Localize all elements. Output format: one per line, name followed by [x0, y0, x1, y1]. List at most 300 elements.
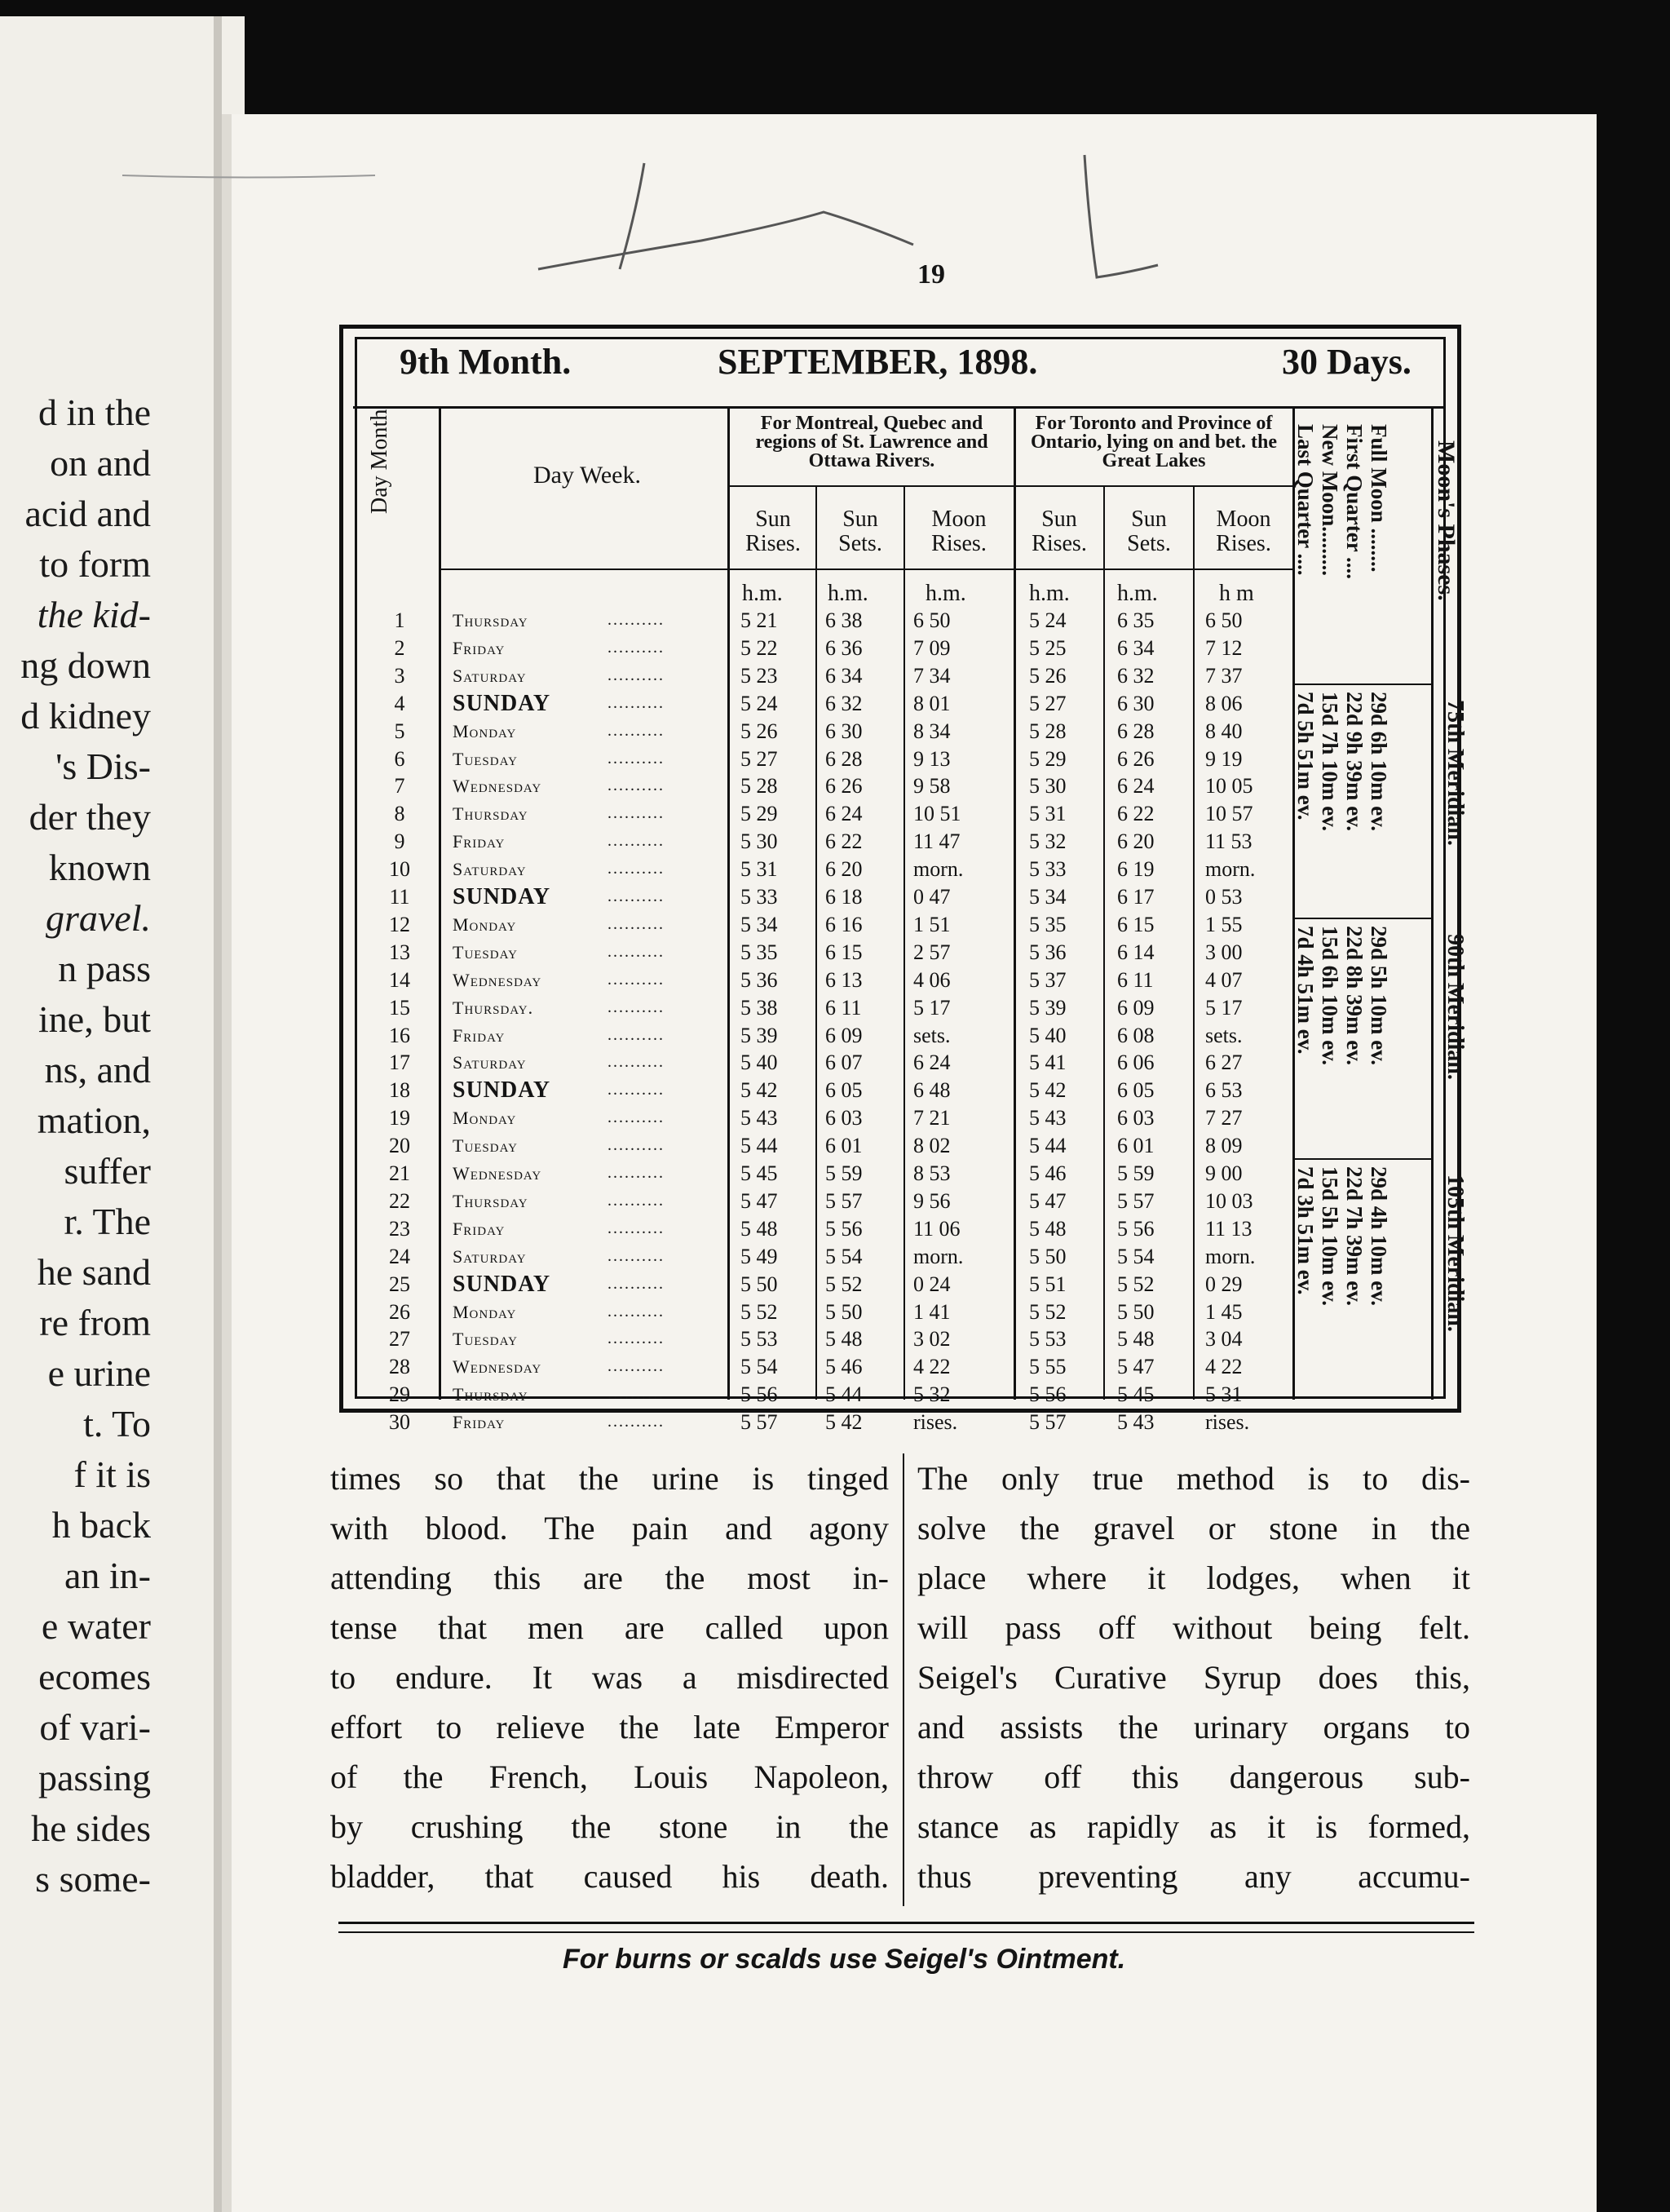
time-ss2: 5 43: [1117, 1410, 1155, 1435]
time-mr2: 8 40: [1205, 719, 1243, 743]
time-sr1: 5 29: [740, 802, 778, 826]
unit-mr1: h.m.: [926, 581, 966, 606]
time-mr2: 7 12: [1205, 635, 1243, 660]
time-sr1: 5 24: [740, 691, 778, 715]
day-of-week: SUNDAY: [453, 1077, 551, 1104]
time-ss2: 5 56: [1117, 1216, 1155, 1241]
time-ss1: 6 38: [825, 608, 863, 632]
time-ss2: 6 06: [1117, 1051, 1155, 1075]
time-ss1: 6 15: [825, 940, 863, 964]
leader-dots: ..........: [607, 721, 665, 740]
day-of-week: Tuesday: [453, 1329, 518, 1350]
region1-head: For Montreal, Quebec and regions of St. Lawrence and Ottawa Rivers.: [755, 413, 988, 471]
body-text-line: solve the gravel or stone in the: [917, 1510, 1470, 1546]
time-mr2: 5 31: [1205, 1382, 1243, 1407]
body-text-line: bladder, that caused his death.: [330, 1858, 889, 1895]
rule-region-heads: [729, 485, 1292, 487]
left-text-line: n pass: [58, 948, 151, 989]
time-ss2: 5 48: [1117, 1327, 1155, 1352]
day-of-week: Friday: [453, 637, 506, 658]
day-of-month: 5: [394, 719, 405, 743]
time-mr2: sets.: [1205, 1023, 1243, 1047]
time-mr2: 6 53: [1205, 1078, 1243, 1103]
rule-meridian-1: [1295, 684, 1431, 685]
left-text-line: e urine: [47, 1352, 151, 1394]
time-ss1: 6 32: [825, 691, 863, 715]
day-of-week: Friday: [453, 1218, 506, 1239]
time-mr2: 6 27: [1205, 1051, 1243, 1075]
time-sr1: 5 45: [740, 1161, 778, 1185]
time-ss2: 6 05: [1117, 1078, 1155, 1103]
day-of-week: Friday: [453, 831, 506, 852]
time-ss2: 6 15: [1117, 912, 1155, 936]
body-text-line: and assists the urinary organs to: [917, 1709, 1470, 1745]
time-ss2: 6 17: [1117, 885, 1155, 909]
leader-dots: ..........: [607, 887, 665, 905]
left-text-line: ecomes: [38, 1656, 151, 1697]
time-ss1: 6 16: [825, 912, 863, 936]
day-of-week: SUNDAY: [453, 884, 551, 909]
rule-col-heads: [441, 568, 1292, 570]
phase-time: 29d 5h 10m ev.: [1367, 926, 1391, 1066]
time-ss2: 6 09: [1117, 995, 1155, 1020]
time-sr2: 5 48: [1029, 1216, 1067, 1241]
day-of-week: Tuesday: [453, 941, 518, 962]
time-ss1: 6 20: [825, 857, 863, 882]
left-text-line: re from: [39, 1302, 151, 1343]
time-mr2: 4 22: [1205, 1355, 1243, 1379]
time-ss1: 6 34: [825, 663, 863, 688]
leader-dots: ..........: [607, 942, 665, 961]
time-sr2: 5 37: [1029, 967, 1067, 992]
time-sr2: 5 41: [1029, 1051, 1067, 1075]
col-sun-rises-1: Sun Rises.: [745, 507, 801, 556]
unit-mr2: h m: [1219, 581, 1254, 606]
left-text-line: of vari-: [39, 1706, 151, 1748]
col-sun-sets-1: Sun Sets.: [838, 507, 882, 556]
time-ss2: 6 32: [1117, 663, 1155, 688]
time-ss1: 5 44: [825, 1382, 863, 1407]
rule-r1-c2: [903, 485, 905, 1400]
leader-dots: ..........: [607, 1246, 665, 1265]
phase-time: 15d 7h 10m ev.: [1318, 692, 1342, 832]
day-of-month: 29: [389, 1382, 410, 1407]
left-text-line: t. To: [83, 1403, 151, 1444]
phase-label: New Moon.........: [1318, 424, 1342, 576]
leader-dots: ..........: [607, 1191, 665, 1210]
leader-dots: ..........: [607, 776, 665, 795]
body-text-line: with blood. The pain and agony: [330, 1510, 889, 1546]
unit-ss2: h.m.: [1117, 581, 1158, 606]
day-of-week: Monday: [453, 1301, 517, 1322]
time-mr2: 5 17: [1205, 995, 1243, 1020]
leader-dots: ..........: [607, 1081, 665, 1099]
body-text-line: attending this are the most in-: [330, 1559, 889, 1596]
time-ss1: 6 07: [825, 1051, 863, 1075]
body-text-right: [917, 1453, 1470, 1901]
left-text-line: an in-: [64, 1555, 151, 1596]
body-text-line: Seigel's Curative Syrup does this,: [917, 1659, 1470, 1696]
time-sr1: 5 39: [740, 1023, 778, 1047]
time-mr2: 8 06: [1205, 691, 1243, 715]
leader-dots: ..........: [607, 666, 665, 684]
left-text-line: the kid-: [37, 594, 151, 635]
body-text-line: effort to relieve the late Emperor: [330, 1709, 889, 1745]
time-mr2: 8 09: [1205, 1134, 1243, 1158]
time-sr1: 5 22: [740, 635, 778, 660]
moons-phases-head: Moon's Phases.: [1433, 440, 1460, 601]
time-sr1: 5 56: [740, 1382, 778, 1407]
day-of-week: Friday: [453, 1412, 506, 1433]
time-sr1: 5 50: [740, 1272, 778, 1296]
day-of-month: 6: [394, 746, 405, 771]
left-text-line: r. The: [64, 1201, 151, 1242]
time-sr1: 5 47: [740, 1188, 778, 1213]
left-text-line: der they: [29, 796, 151, 838]
time-mr1: morn.: [913, 1244, 964, 1268]
time-mr1: 8 53: [913, 1161, 951, 1185]
time-mr2: morn.: [1205, 857, 1256, 882]
footer-rule-thin: [338, 1931, 1474, 1933]
time-mr2: 0 29: [1205, 1272, 1243, 1296]
leader-dots: ..........: [607, 611, 665, 629]
time-sr1: 5 44: [740, 1134, 778, 1158]
time-mr2: 4 07: [1205, 967, 1243, 992]
body-text-line: of the French, Louis Napoleon,: [330, 1759, 889, 1795]
time-mr1: 0 24: [913, 1272, 951, 1296]
time-sr1: 5 21: [740, 608, 778, 632]
time-sr2: 5 39: [1029, 995, 1067, 1020]
day-of-month: 4: [394, 691, 405, 715]
unit-sr1: h.m.: [742, 581, 783, 606]
time-ss2: 5 59: [1117, 1161, 1155, 1185]
time-ss1: 6 36: [825, 635, 863, 660]
day-of-month: 27: [389, 1327, 410, 1352]
time-sr1: 5 23: [740, 663, 778, 688]
time-sr1: 5 31: [740, 857, 778, 882]
body-text-line: by crushing the stone in the: [330, 1808, 889, 1845]
time-ss2: 6 14: [1117, 940, 1155, 964]
time-sr1: 5 48: [740, 1216, 778, 1241]
day-of-month: 30: [389, 1410, 410, 1435]
time-mr1: 7 21: [913, 1106, 951, 1130]
time-ss2: 6 03: [1117, 1106, 1155, 1130]
day-of-week: Saturday: [453, 665, 527, 686]
day-of-week: Tuesday: [453, 1135, 518, 1157]
meridian-name: 105th Meridian.: [1442, 1175, 1468, 1332]
day-of-week: Thursday: [453, 610, 528, 630]
phase-time: 15d 6h 10m ev.: [1318, 926, 1342, 1066]
time-mr2: 9 00: [1205, 1161, 1243, 1185]
time-mr2: 10 03: [1205, 1188, 1253, 1213]
time-ss1: 5 42: [825, 1410, 863, 1435]
left-text-line: on and: [50, 442, 151, 484]
time-sr1: 5 27: [740, 746, 778, 771]
day-of-week: SUNDAY: [453, 1271, 551, 1297]
leader-dots: ..........: [607, 1329, 665, 1348]
phase-time: 22d 8h 39m ev.: [1342, 926, 1367, 1066]
left-text-line: he sand: [37, 1251, 151, 1293]
time-mr1: 7 09: [913, 635, 951, 660]
day-of-week: Thursday: [453, 1190, 528, 1211]
rule-r1-c1: [815, 485, 817, 1400]
time-sr2: 5 56: [1029, 1382, 1067, 1407]
time-ss1: 6 30: [825, 719, 863, 743]
time-sr1: 5 26: [740, 719, 778, 743]
day-of-week: Monday: [453, 1108, 517, 1129]
time-ss2: 5 57: [1117, 1188, 1155, 1213]
col-moon-rises-2: Moon Rises.: [1216, 507, 1271, 556]
leader-dots: ..........: [607, 1385, 665, 1404]
col-sun-rises-2: Sun Rises.: [1032, 507, 1087, 556]
leader-dots: ..........: [607, 832, 665, 851]
rule-meridian-3: [1295, 1158, 1431, 1160]
day-of-month: 14: [389, 967, 410, 992]
time-mr2: 11 13: [1205, 1216, 1252, 1241]
time-ss1: 6 01: [825, 1134, 863, 1158]
title-rule: [353, 406, 1446, 409]
time-ss1: 6 11: [825, 995, 862, 1020]
time-ss2: 5 45: [1117, 1382, 1155, 1407]
time-ss1: 5 57: [825, 1188, 863, 1213]
day-of-week: Saturday: [453, 1245, 527, 1267]
time-sr2: 5 52: [1029, 1299, 1067, 1324]
time-sr2: 5 29: [1029, 746, 1067, 771]
day-of-month: 13: [389, 940, 410, 964]
time-sr1: 5 28: [740, 774, 778, 799]
day-of-week: Monday: [453, 914, 517, 935]
left-text-line: d kidney: [20, 695, 151, 737]
time-mr2: 7 37: [1205, 663, 1243, 688]
time-mr1: 4 06: [913, 967, 951, 992]
rule-region: [1014, 408, 1016, 1400]
time-mr1: 5 32: [913, 1382, 951, 1407]
time-mr1: 8 34: [913, 719, 951, 743]
time-sr2: 5 25: [1029, 635, 1067, 660]
left-text-line: d in the: [38, 392, 151, 433]
left-text-line: suffer: [64, 1150, 151, 1192]
phase-time: 7d 4h 51m ev.: [1293, 926, 1318, 1055]
page-number: 19: [917, 259, 945, 290]
time-sr2: 5 30: [1029, 774, 1067, 799]
time-ss2: 6 26: [1117, 746, 1155, 771]
leader-dots: ..........: [607, 970, 665, 989]
calendar-title: SEPTEMBER, 1898.: [718, 342, 1038, 382]
day-of-month: 19: [389, 1106, 410, 1130]
day-of-month: 10: [389, 857, 410, 882]
time-sr2: 5 24: [1029, 608, 1067, 632]
time-mr2: 1 55: [1205, 912, 1243, 936]
time-sr2: 5 40: [1029, 1023, 1067, 1047]
time-sr1: 5 42: [740, 1078, 778, 1103]
leader-dots: ..........: [607, 1274, 665, 1293]
left-text-line: mation,: [37, 1099, 151, 1141]
time-sr1: 5 49: [740, 1244, 778, 1268]
time-sr1: 5 33: [740, 885, 778, 909]
time-sr2: 5 27: [1029, 691, 1067, 715]
time-mr2: 10 05: [1205, 774, 1253, 799]
time-ss2: 6 08: [1117, 1023, 1155, 1047]
time-mr2: 1 45: [1205, 1299, 1243, 1324]
rule-r2-c1: [1103, 485, 1105, 1400]
day-of-week: Thursday: [453, 803, 528, 825]
time-ss2: 6 22: [1117, 802, 1155, 826]
left-text-line: f it is: [73, 1453, 151, 1495]
time-mr1: 1 51: [913, 912, 951, 936]
days-label: 30 Days.: [1282, 342, 1412, 382]
phase-time: 22d 9h 39m ev.: [1342, 692, 1367, 832]
time-ss2: 6 19: [1117, 857, 1155, 882]
time-mr1: 11 47: [913, 830, 961, 854]
time-ss2: 6 20: [1117, 830, 1155, 854]
leader-dots: ..........: [607, 804, 665, 823]
time-mr1: 9 58: [913, 774, 951, 799]
time-ss1: 5 48: [825, 1327, 863, 1352]
day-of-month: 24: [389, 1244, 410, 1268]
phase-time: 22d 7h 39m ev.: [1342, 1166, 1367, 1307]
col-sun-sets-2: Sun Sets.: [1127, 507, 1171, 556]
day-of-month: 25: [389, 1272, 410, 1296]
time-sr1: 5 35: [740, 940, 778, 964]
phase-time: 15d 5h 10m ev.: [1318, 1166, 1342, 1307]
body-text-line: The only true method is to dis-: [917, 1460, 1470, 1497]
left-text-line: ng down: [20, 644, 151, 686]
day-of-month: 2: [394, 635, 405, 660]
day-of-month: 21: [389, 1161, 410, 1185]
time-sr2: 5 33: [1029, 857, 1067, 882]
col-day-month: Day Month: [367, 409, 392, 514]
time-ss1: 6 22: [825, 830, 863, 854]
day-of-week: Saturday: [453, 859, 527, 880]
time-sr2: 5 34: [1029, 885, 1067, 909]
time-ss2: 6 35: [1117, 608, 1155, 632]
time-sr1: 5 40: [740, 1051, 778, 1075]
day-of-month: 12: [389, 912, 410, 936]
day-of-month: 11: [389, 885, 410, 909]
time-ss1: 5 46: [825, 1355, 863, 1379]
day-of-month: 18: [389, 1078, 410, 1103]
left-text-line: s some-: [35, 1858, 151, 1900]
time-sr2: 5 31: [1029, 802, 1067, 826]
col-moon-rises-1: Moon Rises.: [931, 507, 987, 556]
time-sr1: 5 57: [740, 1410, 778, 1435]
leader-dots: ..........: [607, 1413, 665, 1431]
region2-head: For Toronto and Province of Ontario, lying on and bet. the Great Lakes: [1030, 413, 1278, 471]
time-ss1: 5 59: [825, 1161, 863, 1185]
leader-dots: ..........: [607, 693, 665, 712]
day-of-week: SUNDAY: [453, 690, 551, 716]
time-sr1: 5 53: [740, 1327, 778, 1352]
left-text-line: known: [48, 847, 151, 888]
footer-advert: For burns or scalds use Seigel's Ointment.: [563, 1944, 1126, 1975]
time-ss2: 6 11: [1117, 967, 1154, 992]
leader-dots: ..........: [607, 638, 665, 657]
time-mr2: 10 57: [1205, 802, 1253, 826]
left-text-line: ns, and: [44, 1049, 151, 1091]
time-sr2: 5 32: [1029, 830, 1067, 854]
time-mr1: 3 02: [913, 1327, 951, 1352]
time-ss1: 6 24: [825, 802, 863, 826]
body-text-left: [330, 1453, 889, 1901]
time-ss1: 6 18: [825, 885, 863, 909]
leader-dots: ..........: [607, 914, 665, 933]
time-ss1: 5 56: [825, 1216, 863, 1241]
left-text-line: e water: [41, 1605, 151, 1647]
time-mr1: 0 47: [913, 885, 951, 909]
left-text-line: 's Dis-: [55, 745, 151, 787]
left-text-line: ine, but: [38, 998, 151, 1040]
day-of-week: Wednesday: [453, 969, 542, 990]
month-label: 9th Month.: [400, 342, 572, 382]
time-ss2: 6 24: [1117, 774, 1155, 799]
meridian-name: 75th Meridian.: [1442, 700, 1468, 846]
time-ss2: 6 30: [1117, 691, 1155, 715]
left-text-line: gravel.: [45, 897, 151, 939]
leader-dots: ..........: [607, 1357, 665, 1376]
time-ss2: 6 28: [1117, 719, 1155, 743]
time-mr1: morn.: [913, 857, 964, 882]
time-sr2: 5 47: [1029, 1188, 1067, 1213]
time-sr1: 5 38: [740, 995, 778, 1020]
time-mr1: 10 51: [913, 802, 961, 826]
day-of-week: Wednesday: [453, 1356, 542, 1378]
time-ss1: 6 13: [825, 967, 863, 992]
day-of-week: Saturday: [453, 1052, 527, 1073]
day-of-month: 26: [389, 1299, 410, 1324]
time-ss2: 5 47: [1117, 1355, 1155, 1379]
leader-dots: ..........: [607, 1025, 665, 1044]
day-of-month: 3: [394, 663, 405, 688]
left-text-line: acid and: [24, 493, 151, 534]
day-of-week: Monday: [453, 720, 517, 741]
time-mr2: 3 00: [1205, 940, 1243, 964]
time-mr2: morn.: [1205, 1244, 1256, 1268]
day-of-week: Thursday: [453, 1384, 528, 1405]
time-ss1: 6 28: [825, 746, 863, 771]
time-mr2: 6 50: [1205, 608, 1243, 632]
day-of-month: 9: [394, 830, 405, 854]
body-text-line: to endure. It was a misdirected: [330, 1659, 889, 1696]
time-mr1: 11 06: [913, 1216, 961, 1241]
rule-day-month: [439, 408, 441, 1400]
day-of-month: 28: [389, 1355, 410, 1379]
time-mr1: 6 48: [913, 1078, 951, 1103]
leader-dots: ..........: [607, 998, 665, 1016]
day-of-month: 23: [389, 1216, 410, 1241]
time-sr2: 5 35: [1029, 912, 1067, 936]
time-sr2: 5 46: [1029, 1161, 1067, 1185]
time-ss1: 6 05: [825, 1078, 863, 1103]
time-ss1: 6 03: [825, 1106, 863, 1130]
leader-dots: ..........: [607, 860, 665, 878]
time-mr1: 8 01: [913, 691, 951, 715]
left-text-line: he sides: [31, 1807, 151, 1849]
left-text-line: passing: [38, 1757, 151, 1798]
text-column-divider: [903, 1453, 904, 1906]
body-text-line: place where it lodges, when it: [917, 1559, 1470, 1596]
time-mr1: 4 22: [913, 1355, 951, 1379]
day-of-week: Thursday.: [453, 997, 534, 1018]
body-text-line: throw off this dangerous sub-: [917, 1759, 1470, 1795]
time-mr2: 3 04: [1205, 1327, 1243, 1352]
time-sr2: 5 53: [1029, 1327, 1067, 1352]
day-of-month: 7: [394, 774, 405, 799]
day-of-month: 17: [389, 1051, 410, 1075]
time-mr2: 9 19: [1205, 746, 1243, 771]
time-ss2: 5 50: [1117, 1299, 1155, 1324]
leader-dots: ..........: [607, 1053, 665, 1072]
day-of-week: Wednesday: [453, 776, 542, 797]
